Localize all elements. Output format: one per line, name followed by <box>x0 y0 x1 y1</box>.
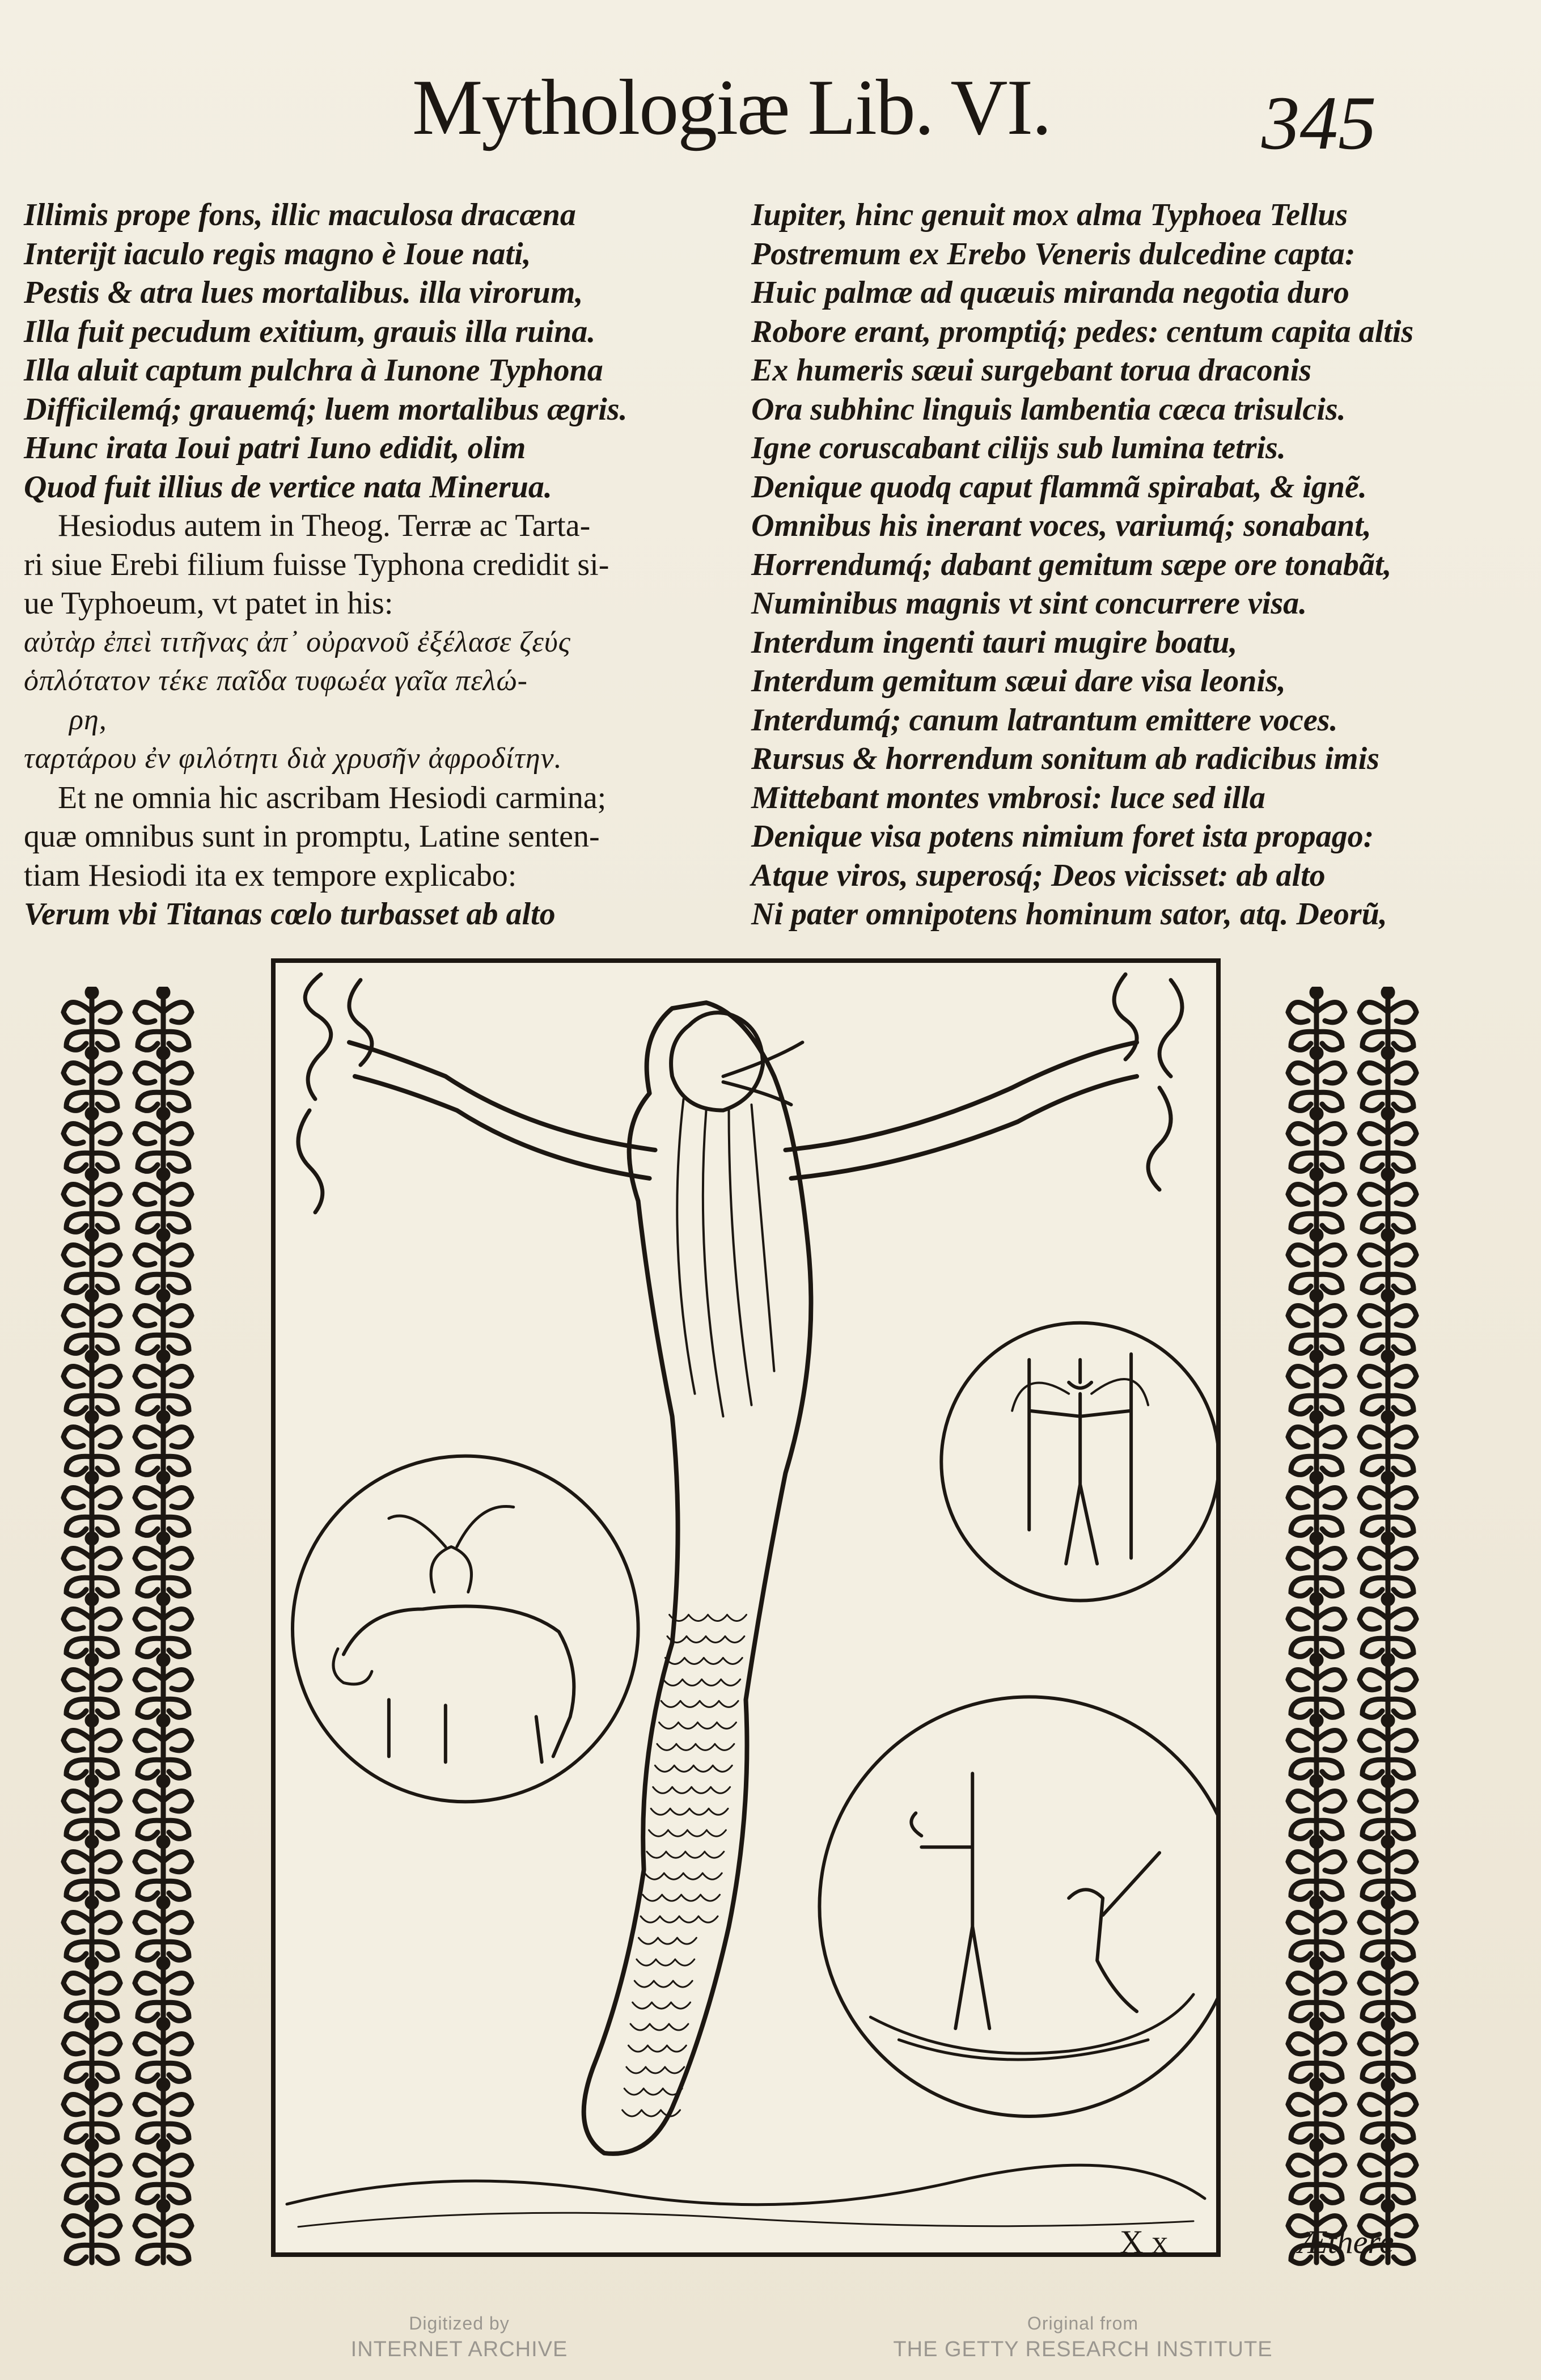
text-line: Et ne omnia hic ascribam Hesiodi carmina; <box>58 780 607 815</box>
fleuron-ornament <box>1288 1777 1345 1838</box>
typhon-woodcut-illustration <box>271 958 1221 2260</box>
fleuron-ornament <box>1360 1049 1416 1110</box>
fleuron-ornament <box>1360 1534 1416 1596</box>
text-line: tiam Hesiodi ita ex tempore explicabo: <box>24 857 517 893</box>
fleuron-ornament <box>63 1534 120 1596</box>
fleuron-ornament <box>1360 1109 1416 1171</box>
right-ornament-border <box>1281 987 1423 2274</box>
fleuron-ornament <box>1288 1170 1345 1232</box>
verse-line: Denique quodq caput flammã spirabat, & ignẽ. <box>751 469 1367 505</box>
fleuron-ornament <box>1288 1716 1345 1778</box>
text-line: ue Typhoeum, vt patet in his: <box>24 586 393 621</box>
left-ornament-border <box>57 987 198 2274</box>
fleuron-ornament <box>63 1595 120 1656</box>
fleuron-ornament <box>63 1837 120 1899</box>
fleuron-ornament <box>1288 1291 1345 1353</box>
fleuron-ornament <box>63 2080 120 2142</box>
verse-line: Ex humeris sæui surgebant torua draconis <box>751 353 1312 388</box>
fleuron-ornament <box>1360 1959 1416 2020</box>
fleuron-ornament <box>135 1352 192 1414</box>
fleuron-ornament <box>135 1291 192 1353</box>
verse-line: Ora subhinc linguis lambentia cæca trisulcis. <box>751 391 1346 427</box>
fleuron-ornament <box>63 1231 120 1292</box>
verse-line: Iupiter, hinc genuit mox alma Typhoea Tellus <box>751 197 1348 232</box>
fleuron-ornament <box>1360 1777 1416 1838</box>
fleuron-ornament <box>1360 1898 1416 1960</box>
fleuron-ornament <box>1288 2019 1345 2081</box>
fleuron-ornament <box>63 1170 120 1232</box>
text-line: Pestis & atra lues mortalibus. illa virorum, <box>24 275 583 310</box>
fleuron-ornament <box>135 1109 192 1171</box>
fleuron-ornament <box>1360 988 1416 1050</box>
running-head: Mythologiæ Lib. VI. <box>412 64 1051 151</box>
fleuron-ornament <box>1288 1109 1345 1171</box>
fleuron-ornament <box>135 1959 192 2020</box>
verse-line: Interdum gemitum sæui dare visa leonis, <box>751 663 1286 699</box>
fleuron-ornament <box>1360 1231 1416 1292</box>
watermark-line: THE GETTY RESEARCH INSTITUTE <box>893 2337 1273 2361</box>
text-line: Hunc irata Ioui patri Iuno edidit, olim <box>24 430 526 466</box>
fleuron-ornament <box>63 1291 120 1353</box>
fleuron-ornament <box>63 1413 120 1474</box>
text-line: ri siue Erebi filium fuisse Typhona credidit si- <box>24 547 609 582</box>
fleuron-ornament <box>63 1473 120 1535</box>
verse-line: Interdumq́; canum latrantum emittere voces. <box>751 702 1338 738</box>
verse-line: Omnibus his inerant voces, variumq́; sonabant, <box>751 508 1371 543</box>
fleuron-ornament <box>63 2141 120 2203</box>
text-line: Illa aluit captum pulchra à Iunone Typhona <box>24 353 603 388</box>
verse-line: Ni pater omnipotens hominum sator, atq. Deorũ, <box>751 897 1387 932</box>
signature-mark: X x <box>1120 2223 1169 2260</box>
fleuron-ornament <box>1288 1473 1345 1535</box>
fleuron-ornament <box>135 1716 192 1778</box>
digitized-by-watermark <box>317 2311 601 2363</box>
fleuron-ornament <box>1288 2141 1345 2203</box>
fleuron-ornament <box>135 988 192 1050</box>
verse-line: Postremum ex Erebo Veneris dulcedine capta: <box>751 236 1356 272</box>
fleuron-ornament <box>63 1109 120 1171</box>
fleuron-ornament <box>135 1837 192 1899</box>
fleuron-ornament <box>135 2201 192 2263</box>
fleuron-ornament <box>135 1898 192 1960</box>
fleuron-ornament <box>63 988 120 1050</box>
text-line: Difficilemq́; grauemq́; luem mortalibus ægris. <box>24 391 628 427</box>
fleuron-ornament <box>63 2201 120 2263</box>
text-line: quæ omnibus sunt in promptu, Latine senten- <box>24 819 600 854</box>
fleuron-ornament <box>63 1049 120 1110</box>
watermark-line: Digitized by <box>409 2313 510 2334</box>
fleuron-ornament <box>1288 988 1345 1050</box>
fleuron-ornament <box>63 1655 120 1717</box>
text-line: Hesiodus autem in Theog. Terræ ac Tarta- <box>58 508 591 543</box>
fleuron-ornament <box>1288 1655 1345 1717</box>
verse-line: Atque viros, superosq́; Deos vicisset: ab alto <box>751 857 1326 893</box>
fleuron-ornament <box>1360 1837 1416 1899</box>
fleuron-ornament <box>135 1049 192 1110</box>
fleuron-ornament <box>1288 2080 1345 2142</box>
fleuron-ornament <box>63 1716 120 1778</box>
left-text-column <box>24 196 738 934</box>
text-line: ρη, <box>69 703 107 736</box>
fleuron-ornament <box>1360 2080 1416 2142</box>
fleuron-ornament <box>1360 1352 1416 1414</box>
verse-line: Numinibus magnis vt sint concurrere visa. <box>751 586 1307 621</box>
fleuron-ornament <box>63 2019 120 2081</box>
verse-line: Rursus & horrendum sonitum ab radicibus imis <box>751 741 1379 776</box>
catchword: Æthere <box>1298 2223 1394 2260</box>
fleuron-ornament <box>1360 1595 1416 1656</box>
page-number: 345 <box>1261 81 1377 166</box>
verse-line: Huic palmæ ad quæuis miranda negotia duro <box>751 275 1349 310</box>
watermark-line: INTERNET ARCHIVE <box>350 2337 568 2361</box>
fleuron-ornament <box>63 1959 120 2020</box>
verse-line: Robore erant, promptiq́; pedes: centum capita altis <box>751 314 1414 349</box>
fleuron-ornament <box>135 1413 192 1474</box>
fleuron-ornament <box>135 1534 192 1596</box>
text-line: ταρτάρου ἐν φιλότητι διὰ χρυσῆν ἀφροδίτην. <box>24 742 562 775</box>
verse-line: Denique visa potens nimium foret ista propago: <box>751 819 1374 854</box>
fleuron-ornament <box>63 1898 120 1960</box>
verse-line: Igne coruscabant cilijs sub lumina tetris. <box>751 430 1286 466</box>
text-line: Illimis prope fons, illic maculosa dracæna <box>24 197 576 232</box>
fleuron-ornament <box>1360 2141 1416 2203</box>
fleuron-ornament <box>135 2019 192 2081</box>
text-line: Interijt iaculo regis magno è Ioue nati, <box>24 236 531 272</box>
fleuron-ornament <box>1360 1291 1416 1353</box>
fleuron-ornament <box>135 2141 192 2203</box>
fleuron-ornament <box>135 1595 192 1656</box>
fleuron-ornament <box>1288 1534 1345 1596</box>
original-from-watermark <box>884 2311 1281 2363</box>
fleuron-ornament <box>1288 1231 1345 1292</box>
fleuron-ornament <box>135 2080 192 2142</box>
text-line: Illa fuit pecudum exitium, grauis illa ruina. <box>24 314 596 349</box>
fleuron-ornament <box>1360 1473 1416 1535</box>
fleuron-ornament <box>1360 1413 1416 1474</box>
fleuron-ornament <box>1360 2019 1416 2081</box>
fleuron-ornament <box>1360 1655 1416 1717</box>
fleuron-ornament <box>135 1473 192 1535</box>
verse-line: Mittebant montes vmbrosi: luce sed illa <box>751 780 1265 815</box>
fleuron-ornament <box>63 1352 120 1414</box>
fleuron-ornament <box>1288 1049 1345 1110</box>
text-line: Quod fuit illius de vertice nata Minerua. <box>24 469 552 505</box>
watermark-line: Original from <box>1027 2313 1139 2334</box>
fleuron-ornament <box>1360 1170 1416 1232</box>
fleuron-ornament <box>135 1777 192 1838</box>
fleuron-ornament <box>1288 1837 1345 1899</box>
fleuron-ornament <box>1288 1959 1345 2020</box>
fleuron-ornament <box>135 1655 192 1717</box>
verse-line: Interdum ingenti tauri mugire boatu, <box>751 624 1238 660</box>
fleuron-ornament <box>135 1170 192 1232</box>
text-line: Verum vbi Titanas cœlo turbasset ab alto <box>24 897 556 932</box>
verse-line: Horrendumq́; dabant gemitum sæpe ore tonabãt, <box>751 547 1392 582</box>
text-line: αὐτὰρ ἐπεὶ τιτῆνας ἀπ᾽ οὐρανοῦ ἐξέλασε ζεύς <box>24 625 571 658</box>
fleuron-ornament <box>1288 1595 1345 1656</box>
fleuron-ornament <box>63 1777 120 1838</box>
fleuron-ornament <box>1288 1352 1345 1414</box>
fleuron-ornament <box>1360 1716 1416 1778</box>
text-line: ὁπλότατον τέκε παῖδα τυφωέα γαῖα πελώ- <box>24 665 528 697</box>
fleuron-ornament <box>135 1231 192 1292</box>
right-text-column <box>751 196 1505 934</box>
fleuron-ornament <box>1288 1413 1345 1474</box>
fleuron-ornament <box>1288 1898 1345 1960</box>
